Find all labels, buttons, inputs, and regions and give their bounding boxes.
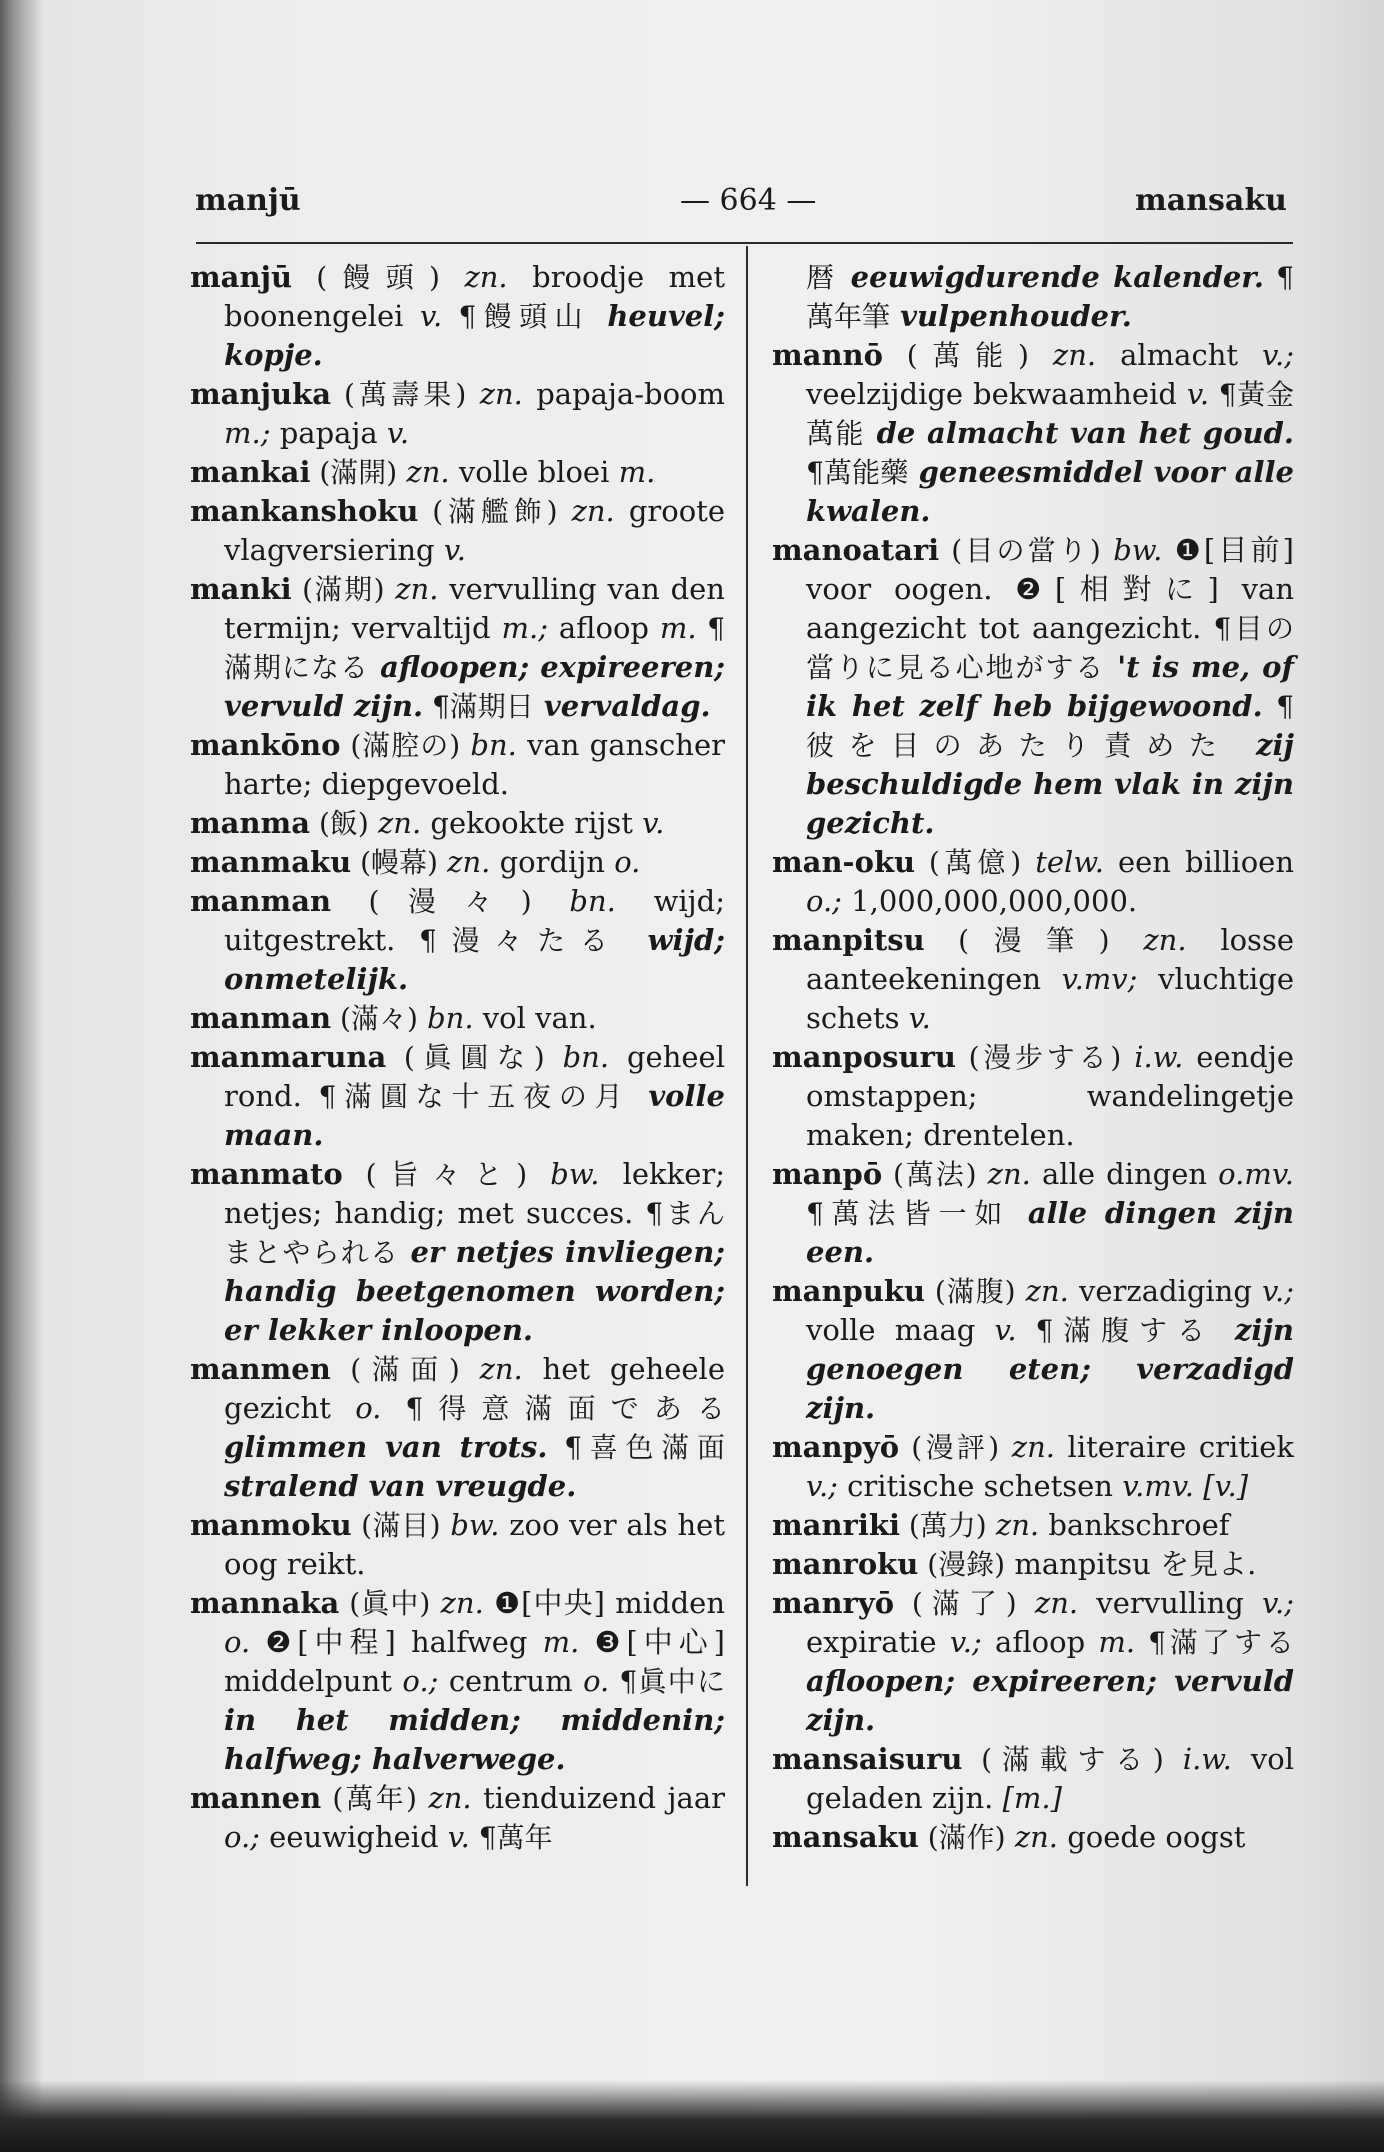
dictionary-entry [772, 1584, 1294, 1740]
dictionary-entry [190, 1350, 725, 1506]
entry-headword: manposuru [772, 1040, 956, 1074]
entry-example-translation: afloopen; expireeren; vervuld zijn. [806, 1664, 1294, 1737]
entry-kanji: (滿載する) [962, 1743, 1164, 1776]
dictionary-entry [772, 1155, 1294, 1272]
header-rule [196, 242, 1293, 244]
entry-example: ¶萬年筆 [806, 261, 1294, 333]
dictionary-entry [772, 1272, 1294, 1428]
entry-definition: ❶[中央] midden [483, 1586, 725, 1620]
entry-kanji: (漫々) [331, 885, 532, 918]
entry-part-of-speech: zn. [1015, 1274, 1069, 1308]
entry-kanji: (滿了) [894, 1587, 1017, 1620]
entry-gender: m. [649, 611, 697, 645]
entry-definition: volle bloei [449, 455, 610, 489]
entry-kanji: (滿々) [331, 1002, 418, 1035]
entry-definition: bankschroef [1039, 1508, 1230, 1542]
entry-headword: mansaisuru [772, 1742, 963, 1776]
entry-part-of-speech: zn. [459, 1352, 523, 1386]
entry-gender: v. [975, 1313, 1017, 1347]
entry-part-of-speech: zn. [416, 1781, 472, 1815]
entry-kanji: (滿面) [330, 1353, 460, 1386]
entry-part-of-speech: telw. [1021, 845, 1104, 879]
dictionary-entry [190, 843, 725, 882]
entry-headword: manriki [772, 1508, 900, 1542]
entry-definition: van ganscher harte; diepgevoeld. [224, 728, 725, 801]
entry-example: ¶萬年 [469, 1821, 553, 1854]
entry-example-translation: 't is me, of ik het zelf heb bijgewoond. [806, 650, 1294, 723]
entry-definition: 1,000,000,000,000. [841, 884, 1138, 918]
entry-headword: manmato [190, 1157, 343, 1191]
entry-example: ¶饅頭山 [442, 300, 590, 333]
entry-headword: manpyō [772, 1430, 900, 1464]
entry-headword: manpuku [772, 1274, 926, 1308]
entry-example: ¶滿期日 [423, 690, 534, 723]
entry-headword: mankōno [190, 728, 341, 762]
dictionary-entry [190, 492, 725, 570]
entry-definition: gekookte rijst [421, 806, 633, 840]
bottom-shadow [0, 2080, 1384, 2152]
entry-kanji: (滿腔の) [340, 729, 461, 762]
entry-definition: vervulling van den termijn; vervaltijd [224, 572, 725, 645]
entry-gender: o. [572, 1664, 610, 1698]
entry-gender: v.; [806, 1469, 838, 1503]
entry-definition: afloop [548, 611, 649, 645]
entry-gender: v.; [1243, 1586, 1294, 1620]
entry-part-of-speech: zn. [384, 572, 439, 606]
entry-gender: v. [1176, 377, 1210, 411]
entry-kanji: (萬年) [321, 1782, 417, 1815]
dictionary-entry [772, 1428, 1294, 1506]
entry-part-of-speech: bn. [544, 1040, 610, 1074]
entry-example-translation: geneesmiddel voor alle kwalen. [806, 455, 1294, 528]
entry-gender: o. [224, 1625, 251, 1659]
entry-part-of-speech: zn. [430, 1586, 484, 1620]
dictionary-entry [190, 1038, 725, 1155]
book-spine-shadow [0, 0, 42, 2152]
entry-part-of-speech: zn. [999, 1430, 1055, 1464]
entry-gender: o.; [391, 1664, 439, 1698]
entry-headword: manryō [772, 1586, 895, 1620]
entry-definition: het geheele gezicht [224, 1352, 725, 1425]
entry-headword: manma [190, 806, 311, 840]
entry-kanji: (滿艦飾) [418, 495, 558, 528]
entry-headword: manmen [190, 1352, 331, 1386]
entry-headword: mannaka [190, 1586, 340, 1620]
entry-example: ¶まんまとやられる [224, 1197, 725, 1269]
entry-kanji: (萬壽果) [331, 378, 467, 411]
right-column [772, 258, 1294, 1857]
entry-definition: vol van. [473, 1001, 597, 1035]
entry-gender: m. [527, 1625, 580, 1659]
entry-example: ¶目の當りに見る心地がする [806, 612, 1294, 684]
entry-definition: afloop [981, 1625, 1086, 1659]
dictionary-entry [772, 1545, 1294, 1584]
entry-definition: wijd; uitgestrekt. [224, 884, 725, 957]
entry-kanji: (萬力) [899, 1509, 987, 1542]
entry-example-translation: glimmen van trots. [224, 1430, 548, 1464]
dictionary-entry [190, 1155, 725, 1350]
entry-headword: manjuka [190, 377, 332, 411]
entry-kanji: (旨々と) [342, 1158, 528, 1191]
entry-definition: eeuwigheid [259, 1820, 439, 1854]
entry-part-of-speech: zn. [986, 1508, 1040, 1542]
entry-gender: [m.] [993, 1781, 1062, 1815]
entry-gender: v. [377, 416, 410, 450]
dictionary-entry [772, 258, 1294, 336]
entry-example: ¶滿期になる [224, 612, 725, 684]
entry-example: ¶彼を目のあたり責めた [806, 690, 1294, 762]
entry-headword: mannen [190, 1781, 322, 1815]
entry-definition: critische schetsen [837, 1469, 1113, 1503]
entry-kanji: (滿目) [351, 1509, 441, 1542]
dictionary-entry [190, 258, 725, 375]
entry-definition: zoo ver als het oog reikt. [224, 1508, 725, 1581]
entry-gender: o.; [806, 884, 842, 918]
entry-definition: manpitsu を見よ. [1005, 1547, 1257, 1581]
entry-definition: papaja-boom [522, 377, 725, 411]
entry-definition: vluchtige schets [806, 962, 1294, 1035]
entry-part-of-speech: zn. [1016, 1586, 1079, 1620]
dictionary-entry [772, 1506, 1294, 1545]
entry-headword: manmaku [190, 845, 352, 879]
entry-definition: alle dingen [1030, 1157, 1208, 1191]
entry-example-translation: vervaldag. [533, 689, 711, 723]
entry-example-translation: vulpenhouder. [890, 299, 1132, 333]
entry-kanji: (漫筆) [924, 924, 1110, 957]
entry-headword: mankanshoku [190, 494, 419, 528]
entry-headword: manmoku [190, 1508, 352, 1542]
entry-kanji: (滿作) [918, 1821, 1006, 1854]
dictionary-entry [772, 336, 1294, 531]
dictionary-entry [190, 453, 725, 492]
entry-part-of-speech: i.w. [1163, 1742, 1232, 1776]
entry-example-translation: alle dingen zijn een. [806, 1196, 1294, 1269]
entry-gender: v.mv; [1041, 962, 1138, 996]
entry-gender: v. [899, 1001, 931, 1035]
entry-gender: [v.] [1194, 1469, 1249, 1503]
entry-kanji: (滿期) [291, 573, 385, 606]
entry-gender: v. [434, 533, 467, 567]
entry-example: ¶滿了する [1135, 1626, 1295, 1659]
entry-definition: volle maag [806, 1313, 976, 1347]
entry-kanji: (漫評) [899, 1431, 1000, 1464]
entry-example: ¶喜色滿面 [547, 1431, 725, 1464]
entry-part-of-speech: i.w. [1121, 1040, 1184, 1074]
entry-example-translation: er netjes invliegen; handig beetgenomen worden; er lekker inloopen. [224, 1235, 725, 1347]
entry-example-translation: heuvel; kopje. [224, 299, 725, 372]
entry-headword: manroku [772, 1547, 919, 1581]
dictionary-entry [772, 1038, 1294, 1155]
entry-gender: m. [609, 455, 656, 489]
entry-kanji: (滿開) [310, 456, 398, 489]
header-left-guideword: manjū [195, 183, 301, 218]
entry-part-of-speech: zn. [557, 494, 615, 528]
dictionary-entry [190, 726, 725, 804]
entry-part-of-speech: bn. [531, 884, 616, 918]
entry-example: ¶滿圓な十五夜の月 [301, 1080, 631, 1113]
entry-kanji: (萬能) [883, 339, 1029, 372]
entry-part-of-speech: bn. [417, 1001, 474, 1035]
entry-kanji: (眞中) [339, 1587, 431, 1620]
entry-headword: manki [190, 572, 292, 606]
entry-gender: m.; [490, 611, 548, 645]
entry-part-of-speech: zn. [397, 455, 450, 489]
entry-example-translation: wijd; onmetelijk. [224, 923, 725, 996]
entry-example-translation: de almacht van het goud. [865, 416, 1294, 450]
entry-kanji: (飯) [310, 807, 369, 840]
entry-definition: ❷[中程] halfweg [250, 1625, 528, 1659]
entry-gender: v.; [1251, 1274, 1294, 1308]
entry-example: ¶滿腹する [1016, 1314, 1215, 1347]
entry-part-of-speech: bn. [460, 728, 517, 762]
entry-example-translation: in het midden; middenin; halfweg; halverwege. [224, 1703, 725, 1776]
entry-part-of-speech: bw. [440, 1508, 500, 1542]
entry-kanji: (萬億) [915, 846, 1022, 879]
dictionary-entry [190, 1779, 725, 1857]
header-right-guideword: mansaku [1135, 183, 1287, 218]
entry-part-of-speech: zn. [1109, 923, 1187, 957]
entry-headword: manmaruna [190, 1040, 387, 1074]
entry-kanji: (眞圓な) [386, 1041, 545, 1074]
entry-gender: m. [1085, 1625, 1136, 1659]
entry-gender: v. [438, 1820, 470, 1854]
entry-part-of-speech: zn. [368, 806, 422, 840]
entry-gender: v. [632, 806, 665, 840]
entry-definition: verzadiging [1068, 1274, 1252, 1308]
entry-part-of-speech: zn. [437, 845, 491, 879]
entry-example-translation: afloopen; expireeren; vervuld zijn. [224, 650, 725, 723]
dictionary-entry [772, 1818, 1294, 1857]
entry-definition: ❸[中心] middelpunt [224, 1625, 725, 1698]
left-column [190, 258, 725, 1857]
entry-kanji: (漫錄) [918, 1548, 1006, 1581]
entry-kanji: (幔幕) [351, 846, 438, 879]
dictionary-entry [190, 999, 725, 1038]
dictionary-entry [190, 570, 725, 726]
column-divider [746, 246, 748, 1886]
entry-kanji: (饅頭) [292, 261, 440, 294]
entry-headword: mannō [772, 338, 883, 372]
entry-definition: groote vlagversiering [224, 494, 725, 567]
entry-headword: manpō [772, 1157, 883, 1191]
entry-headword: man-oku [772, 845, 916, 879]
entry-definition: een billioen [1103, 845, 1294, 879]
entry-gender: o. [330, 1391, 382, 1425]
entry-headword: manoatari [772, 533, 940, 567]
entry-kanji: (目の當り) [939, 534, 1101, 567]
entry-example-translation: stralend van vreugde. [224, 1469, 577, 1503]
entry-example: ¶黃金萬能 [806, 378, 1294, 450]
entry-definition: goede oogst [1058, 1820, 1246, 1854]
dictionary-entry [190, 375, 725, 453]
dictionary-entry [190, 804, 725, 843]
entry-example: ¶萬能藥 [806, 456, 909, 489]
entry-definition: almacht [1096, 338, 1239, 372]
dictionary-entry [772, 921, 1294, 1038]
entry-gender: v. [403, 299, 443, 333]
entry-definition: centrum [438, 1664, 573, 1698]
entry-part-of-speech: zn. [439, 260, 508, 294]
entry-part-of-speech: bw. [527, 1157, 600, 1191]
entry-definition: ❶[目前] voor oogen. ❷[相對に] van aangezicht tot aangezicht. [806, 533, 1294, 645]
dictionary-entry [772, 531, 1294, 843]
entry-definition: geheel rond. [224, 1040, 725, 1113]
entry-definition: gordijn [490, 845, 605, 879]
dictionary-entry [190, 1506, 725, 1584]
entry-headword: mansaku [772, 1820, 919, 1854]
entry-headword: mankai [190, 455, 311, 489]
dictionary-entry [190, 882, 725, 999]
entry-example-translation: volle maan. [224, 1079, 726, 1152]
entry-headword: manpitsu [772, 923, 925, 957]
entry-example: ¶眞中に [609, 1665, 725, 1698]
dictionary-entry [772, 843, 1294, 921]
entry-definition: vol geladen zijn. [806, 1742, 1294, 1815]
entry-example-translation: zijn genoegen eten; verzadigd zijn. [806, 1313, 1294, 1425]
entry-headword: manman [190, 884, 332, 918]
entry-example-translation: eeuwigdurende kalender. [837, 260, 1265, 294]
entry-kanji: (萬法) [882, 1158, 977, 1191]
entry-kanji: (滿腹) [925, 1275, 1016, 1308]
entry-part-of-speech: zn. [1028, 338, 1097, 372]
entry-gender: v.mv. [1112, 1469, 1195, 1503]
entry-gender: o.mv. [1207, 1157, 1294, 1191]
entry-definition: papaja [270, 416, 378, 450]
dictionary-entry [772, 1740, 1294, 1818]
entry-definition: literaire critiek [1054, 1430, 1294, 1464]
entry-kanji: (漫步する) [955, 1041, 1122, 1074]
entry-definition: vervulling [1078, 1586, 1244, 1620]
entry-definition: veelzijdige bekwaamheid [806, 377, 1177, 411]
entry-part-of-speech: zn. [1005, 1820, 1059, 1854]
entry-definition: broodje met boonengelei [224, 260, 725, 333]
entry-part-of-speech: zn. [466, 377, 523, 411]
entry-definition: eendje omstappen; wandelingetje maken; drentelen. [806, 1040, 1295, 1152]
entry-gender: v.; [936, 1625, 982, 1659]
entry-definition: losse aanteekeningen [806, 923, 1294, 996]
entry-definition: expiratie [806, 1625, 937, 1659]
entry-example: ¶漫々たる [395, 924, 623, 957]
entry-gender: o. [605, 845, 641, 879]
entry-example: 暦 [806, 261, 838, 294]
entry-definition: lekker; netjes; handig; met succes. [224, 1157, 725, 1230]
entry-example: ¶萬法皆一如 [806, 1197, 1011, 1230]
entry-definition: tienduizend jaar [471, 1781, 725, 1815]
entry-example: ¶得意滿面である [381, 1392, 726, 1425]
entry-gender: v.; [1238, 338, 1294, 372]
entry-gender: m.; [224, 416, 271, 450]
entry-example-translation: zij beschuldigde hem vlak in zijn gezicht. [806, 728, 1294, 840]
entry-gender: o.; [224, 1820, 260, 1854]
entry-headword: manjū [190, 260, 293, 294]
entry-part-of-speech: bw. [1100, 533, 1163, 567]
dictionary-entry [190, 1584, 725, 1779]
page-number: — 664 — [680, 183, 817, 218]
entry-headword: manman [190, 1001, 332, 1035]
entry-part-of-speech: zn. [976, 1157, 1031, 1191]
